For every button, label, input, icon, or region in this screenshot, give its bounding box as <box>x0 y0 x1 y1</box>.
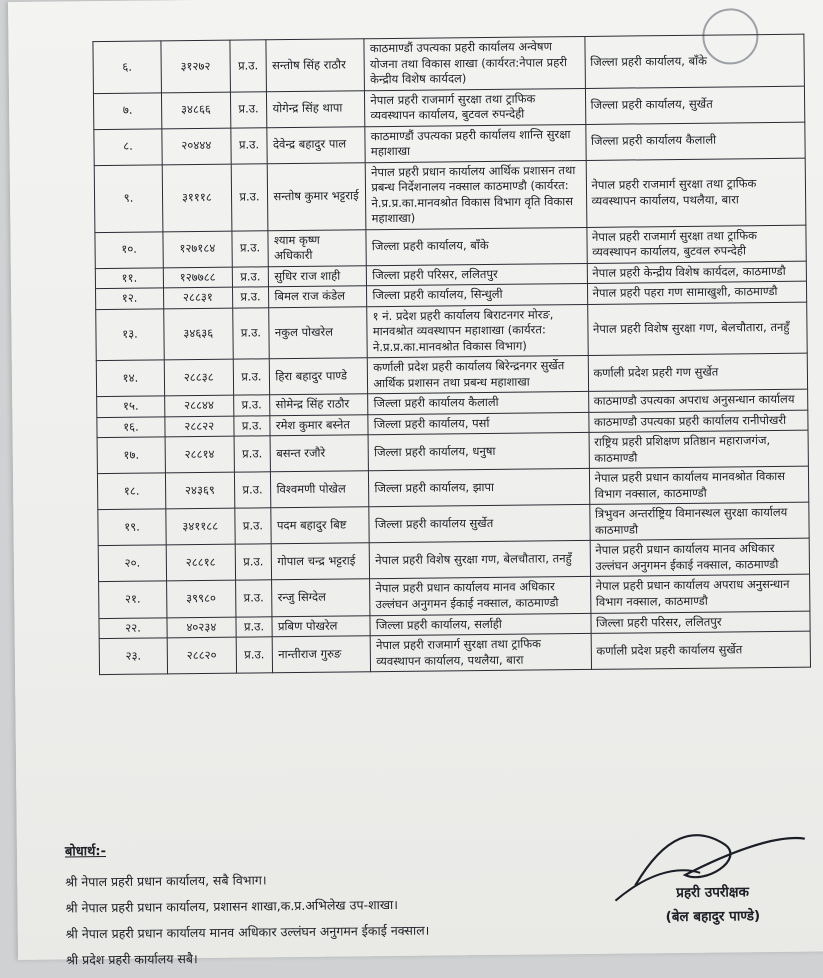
employee-id-cell: २८८१४ <box>165 437 234 474</box>
employee-id-cell: २०४४४ <box>162 128 231 165</box>
signatory-name: (बेल बहादुर पाण्डे) <box>665 908 761 926</box>
table-row <box>94 158 806 233</box>
rank-cell: प्र.उ. <box>229 40 266 92</box>
employee-id-cell: २८८१८ <box>166 545 235 582</box>
rank-cell: प्र.उ. <box>235 544 272 580</box>
officer-name-cell: विश्वमणी पोखेल <box>271 471 369 508</box>
serial-number-cell: १६. <box>97 417 165 438</box>
current-posting-cell: नेपाल प्रहरी प्रधान कार्यालय मानव अधिकार उल्लंघन अनुगमन ईकाई नक्साल, काठमाण्डौ <box>370 577 591 615</box>
serial-number-cell: १३. <box>96 309 165 361</box>
serial-number-cell: १८. <box>97 473 165 510</box>
serial-number-cell: ७. <box>93 92 161 129</box>
rank-cell: प्र.उ. <box>232 266 269 287</box>
employee-id-cell: १२७१८४ <box>163 231 232 268</box>
officer-name-cell: रमेश कुमार बस्नेत <box>270 415 368 437</box>
employee-id-cell: २४३६९ <box>165 473 234 510</box>
rank-cell: प्र.उ. <box>233 359 270 395</box>
rank-cell: प्र.उ. <box>232 308 269 360</box>
officer-name-cell: नान्तीराज गुरुङ <box>273 636 371 673</box>
rank-cell: प्र.उ. <box>233 416 270 437</box>
officer-name-cell: प्रबिण पोखरेल <box>272 615 370 637</box>
officer-name-cell: गोपाल चन्द्र भट्टराई <box>272 543 370 580</box>
new-posting-cell: नेपाल प्रहरी केन्द्रीय विशेष कार्यदल, काठमाण्डौ <box>587 261 807 284</box>
table-row <box>99 631 810 674</box>
current-posting-cell: जिल्ला प्रहरी कार्यालय कैलाली <box>368 392 588 415</box>
serial-number-cell: १२. <box>96 288 164 309</box>
new-posting-cell: नेपाल प्रहरी प्रधान कार्यालय अपराध अनुसन्धान विभाग नक्साल, काठमाण्डौ <box>590 575 810 613</box>
employee-id-cell: १२७७८८ <box>163 267 232 288</box>
current-posting-cell: कर्णाली प्रदेश प्रहरी कार्यालय बिरेन्द्रनगर सुर्खेत आर्थिक प्रशासन तथा प्रबन्ध महाशाखा <box>368 356 589 394</box>
rank-cell: प्र.उ. <box>235 616 272 637</box>
copy-to-line: श्री नेपाल प्रहरी प्रधान कार्यालय, प्रशासन शाखा,क.प्र.अभिलेख उप-शाखा। <box>65 896 399 916</box>
new-posting-cell: जिल्ला प्रहरी कार्यालय, सुर्खेत <box>585 86 805 124</box>
rank-cell: प्र.उ. <box>234 508 271 544</box>
rank-cell: प्र.उ. <box>235 580 272 616</box>
new-posting-cell: राष्ट्रिय प्रहरी प्रशिक्षण प्रतिष्ठान महाराजगंज, काठमाण्डौ <box>589 430 809 468</box>
new-posting-cell: कर्णाली प्रदेश प्रहरी कार्यालय सुर्खेत <box>591 631 811 669</box>
serial-number-cell: ८. <box>94 128 162 165</box>
rank-cell: प्र.उ. <box>232 287 269 308</box>
serial-number-cell: १४. <box>96 360 164 397</box>
rank-cell: प्र.उ. <box>230 91 267 127</box>
officer-name-cell: योगेन्द्र सिंह थापा <box>267 90 365 127</box>
rank-cell: प्र.उ. <box>234 436 271 472</box>
serial-number-cell: ११. <box>95 268 163 289</box>
serial-number-cell: १७. <box>97 437 165 474</box>
copy-to-section <box>65 838 430 978</box>
officer-name-cell: नकुल पोखरेल <box>269 306 367 359</box>
table-row <box>93 34 805 93</box>
serial-number-cell: २३. <box>99 638 167 675</box>
serial-number-cell: १५. <box>97 396 165 417</box>
current-posting-cell: जिल्ला प्रहरी कार्यालय, सिन्धुली <box>367 284 587 307</box>
rank-cell: प्र.उ. <box>234 472 271 508</box>
officer-name-cell: सन्तोष सिंह राठौर <box>266 39 364 92</box>
current-posting-cell: काठमाण्डौं उपत्यका प्रहरी कार्यालय अन्वेषण योजना तथा विकास शाखा (कार्यरत:नेपाल प्रहरी केन्द्रीय विशेष कार्यदल) <box>364 36 585 90</box>
copy-to-line: श्री प्रदेश प्रहरी कार्यालय सबै। <box>65 951 198 968</box>
serial-number-cell: १०. <box>95 232 163 269</box>
rank-cell: प्र.उ. <box>231 163 269 230</box>
current-posting-cell: जिल्ला प्रहरी कार्यालय सुर्खेत <box>369 505 590 543</box>
officer-name-cell: सन्तोष कुमार भट्टराई <box>268 162 367 230</box>
current-posting-cell: जिल्ला प्रहरी कार्यालय, झापा <box>369 469 590 507</box>
copy-to-line: श्री नेपाल प्रहरी प्रधान कार्यालय मानव अधिकार उल्लंघन अनुगमन ईकाई नक्साल। <box>65 922 430 942</box>
current-posting-cell: नेपाल प्रहरी विशेष सुरक्षा गण, बेलचौतारा, तनहुँ <box>369 541 590 579</box>
officer-name-cell: सुधिर राज शाही <box>269 265 367 287</box>
officer-name-cell: श्याम कृष्ण अधिकारी <box>268 229 366 266</box>
rank-cell: प्र.उ. <box>236 637 273 673</box>
serial-number-cell: ६. <box>93 41 162 93</box>
officer-name-cell: बिमल राज कंडेल <box>269 286 367 308</box>
current-posting-cell: जिल्ला प्रहरी कार्यालय, बाँके <box>366 227 587 265</box>
employee-id-cell: २८८३१ <box>164 287 233 308</box>
new-posting-cell: नेपाल प्रहरी पहरा गण सामाखुशी, काठमाण्डौ <box>587 281 807 304</box>
employee-id-cell: २८८४४ <box>165 395 234 416</box>
new-posting-cell: नेपाल प्रहरी प्रधान कार्यालय मानवश्रोत विकास विभाग नक्साल, काठमाण्डौ <box>589 467 809 505</box>
employee-id-cell: २८८२२ <box>165 416 234 437</box>
current-posting-cell: जिल्ला प्रहरी कार्यालय, सर्लाही <box>370 613 590 636</box>
serial-number-cell: १९. <box>98 509 166 546</box>
transfer-table <box>92 34 811 675</box>
new-posting-cell: नेपाल प्रहरी राजमार्ग सुरक्षा तथा ट्राफिक व्यवस्थापन कार्यालय, बुटवल रुपन्देही <box>586 225 806 263</box>
new-posting-cell: त्रिभुवन अन्तर्राष्ट्रिय विमानस्थल सुरक्षा कार्यालय काठमाण्डौ <box>589 503 809 541</box>
current-posting-cell: नेपाल प्रहरी प्रधान कार्यालय आर्थिक प्रशासन तथा प्रबन्ध निर्देशनालय नक्साल काठमाण्डौ (कार्यरत: ने.प्र.प्र.का.मानवश्रोत विकास विभाग वृति विकास महाशाखा) <box>366 160 587 229</box>
rank-cell: प्र.उ. <box>230 127 267 163</box>
serial-number-cell: २२. <box>99 617 167 638</box>
employee-id-cell: ३९९८० <box>167 581 236 618</box>
employee-id-cell: ३४८६६ <box>162 92 231 129</box>
document-page <box>8 0 823 968</box>
employee-id-cell: ३४६३६ <box>164 308 233 360</box>
new-posting-cell: काठमाण्डौ उपत्यका अपराध अनुसन्धान कार्यालय <box>588 389 808 412</box>
current-posting-cell: नेपाल प्रहरी राजमार्ग सुरक्षा तथा ट्राफिक व्यवस्थापन कार्यालय, पथलैया, बारा <box>370 633 591 671</box>
employee-id-cell: ३१२७२ <box>161 40 230 92</box>
officer-name-cell: बसन्त रजौरे <box>270 435 368 472</box>
current-posting-cell: जिल्ला प्रहरी कार्यालय, धनुषा <box>368 433 589 471</box>
rank-cell: प्र.उ. <box>231 230 268 266</box>
officer-name-cell: सोमेन्द्र सिंह राठौर <box>270 394 368 416</box>
serial-number-cell: २१. <box>99 581 167 618</box>
employee-id-cell: ३१११८ <box>162 164 231 232</box>
current-posting-cell: जिल्ला प्रहरी परिसर, ललितपुर <box>367 263 587 286</box>
copy-to-heading: बोधार्थ:- <box>64 844 107 860</box>
new-posting-cell: नेपाल प्रहरी विशेष सुरक्षा गण, बेलचौतारा, तनहुँ <box>587 302 807 356</box>
current-posting-cell: १ नं. प्रदेश प्रहरी कार्यालय बिराटनगर मोरङ, मानवश्रोत व्यवस्थापन महाशाखा (कार्यरत: ने.प्र.प्र.का.मानवश्रोत विकास विभाग) <box>367 304 588 358</box>
serial-number-cell: २०. <box>98 545 166 582</box>
officer-name-cell: हिरा बहादुर पाण्डे <box>270 358 368 395</box>
new-posting-cell: जिल्ला प्रहरी कार्यालय कैलाली <box>585 122 805 160</box>
employee-id-cell: २८८३८ <box>164 359 233 396</box>
current-posting-cell: नेपाल प्रहरी राजमार्ग सुरक्षा तथा ट्राफिक व्यवस्थापन कार्यालय, बुटवल रुपन्देही <box>365 88 586 126</box>
officer-name-cell: पदम बहादुर बिष्ट <box>271 507 369 544</box>
new-posting-cell: जिल्ला प्रहरी परिसर, ललितपुर <box>590 611 810 634</box>
new-posting-cell: जिल्ला प्रहरी कार्यालय, बाँके <box>584 34 804 88</box>
copy-to-line: श्री नेपाल प्रहरी प्रधान कार्यालय, सबै विभाग। <box>65 872 267 890</box>
new-posting-cell: नेपाल प्रहरी राजमार्ग सुरक्षा तथा ट्राफिक व्यवस्थापन कार्यालय, पथलैया, बारा <box>586 158 806 227</box>
signatory-title: प्रहरी उपरीक्षक <box>676 884 750 902</box>
rank-cell: प्र.उ. <box>233 395 270 416</box>
current-posting-cell: जिल्ला प्रहरी कार्यालय, पर्सा <box>368 412 588 435</box>
serial-number-cell: ९. <box>94 165 163 233</box>
employee-id-cell: ३४११८८ <box>166 509 235 546</box>
new-posting-cell: कर्णाली प्रदेश प्रहरी गण सुर्खेत <box>588 353 808 391</box>
officer-name-cell: देवेन्द्र बहादुर पाल <box>267 126 365 163</box>
new-posting-cell: नेपाल प्रहरी प्रधान कार्यालय मानव अधिकार उल्लंघन अनुगमन ईकाई नक्साल, काठमाण्डौ <box>590 539 810 577</box>
officer-name-cell: रन्जु सिग्देल <box>272 579 370 616</box>
current-posting-cell: काठमाण्डौं उपत्यका प्रहरी कार्यालय शान्ति सुरक्षा महाशाखा <box>365 124 586 162</box>
new-posting-cell: काठमाण्डौ उपत्यका प्रहरी कार्यालय रानीपोखरी <box>588 410 808 433</box>
signature-block <box>665 882 760 925</box>
employee-id-cell: २८८२० <box>167 637 236 674</box>
employee-id-cell: ४०२३४ <box>167 617 236 638</box>
table-row <box>96 302 808 361</box>
